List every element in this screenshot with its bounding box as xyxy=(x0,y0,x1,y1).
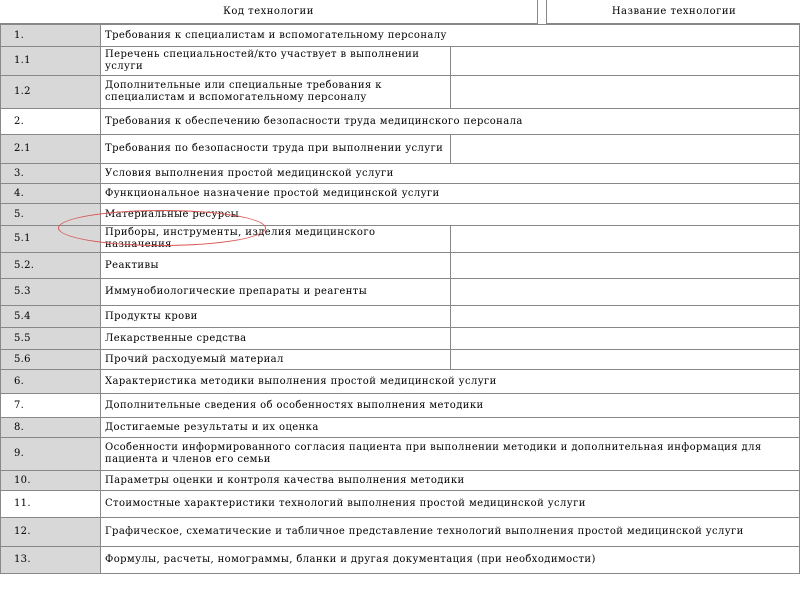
row-text: Стоимостные характеристики технологий выполнения простой медицинской услуги xyxy=(101,491,800,518)
row-code: 13. xyxy=(1,547,101,574)
row-code: 1.1 xyxy=(1,47,101,76)
table-row xyxy=(1,491,800,518)
row-code: 9. xyxy=(1,438,101,471)
table-row xyxy=(1,518,800,547)
row-text: Условия выполнения простой медицинской услуги xyxy=(101,164,800,184)
row-text: Требования к специалистам и вспомогательному персоналу xyxy=(101,25,800,47)
row-code: 2.1 xyxy=(1,135,101,164)
row-text: Требования к обеспечению безопасности труда медицинского персонала xyxy=(101,109,800,135)
table-row xyxy=(1,204,800,226)
technology-table xyxy=(0,24,800,574)
row-code: 5.3 xyxy=(1,279,101,306)
table-row xyxy=(1,370,800,394)
row-name-cell xyxy=(450,306,800,328)
row-text: Характеристика методики выполнения простой медицинской услуги xyxy=(101,370,800,394)
table-row xyxy=(1,184,800,204)
row-name-cell xyxy=(450,47,800,76)
row-text: Достигаемые результаты и их оценка xyxy=(101,418,800,438)
column-header-code: Код технологии xyxy=(0,0,538,24)
row-text: Перечень специальностей/кто участвует в выполнении услуги xyxy=(101,47,451,76)
row-code: 1. xyxy=(1,25,101,47)
row-text: Параметры оценки и контроля качества выполнения методики xyxy=(101,471,800,491)
row-code: 1.2 xyxy=(1,76,101,109)
row-code: 5. xyxy=(1,204,101,226)
table-row xyxy=(1,279,800,306)
table-header xyxy=(0,0,800,24)
row-text: Реактивы xyxy=(101,253,451,279)
table-row xyxy=(1,47,800,76)
table-row xyxy=(1,25,800,47)
table-row xyxy=(1,76,800,109)
table-row xyxy=(1,350,800,370)
row-code: 11. xyxy=(1,491,101,518)
row-name-cell xyxy=(450,253,800,279)
table-row xyxy=(1,471,800,491)
row-code: 5.1 xyxy=(1,226,101,253)
row-text: Приборы, инструменты, изделия медицинского назначения xyxy=(101,226,451,253)
row-text: Дополнительные или специальные требования к специалистам и вспомогательному персоналу xyxy=(101,76,451,109)
row-code: 5.6 xyxy=(1,350,101,370)
row-text: Функциональное назначение простой медицинской услуги xyxy=(101,184,800,204)
row-text: Лекарственные средства xyxy=(101,328,451,350)
row-text: Продукты крови xyxy=(101,306,451,328)
row-code: 10. xyxy=(1,471,101,491)
row-code: 12. xyxy=(1,518,101,547)
table-row xyxy=(1,164,800,184)
row-code: 6. xyxy=(1,370,101,394)
row-name-cell xyxy=(450,226,800,253)
table-row xyxy=(1,253,800,279)
table-row xyxy=(1,547,800,574)
row-name-cell xyxy=(450,76,800,109)
row-text: Требования по безопасности труда при выполнении услуги xyxy=(101,135,451,164)
row-code: 5.2. xyxy=(1,253,101,279)
row-text: Материальные ресурсы xyxy=(101,204,800,226)
row-code: 3. xyxy=(1,164,101,184)
column-header-name: Название технологии xyxy=(546,0,800,24)
table-row xyxy=(1,394,800,418)
table-row xyxy=(1,418,800,438)
row-code: 2. xyxy=(1,109,101,135)
row-name-cell xyxy=(450,350,800,370)
row-name-cell xyxy=(450,279,800,306)
row-code: 5.5 xyxy=(1,328,101,350)
row-name-cell xyxy=(450,135,800,164)
row-text: Дополнительные сведения об особенностях выполнения методики xyxy=(101,394,800,418)
table-row xyxy=(1,306,800,328)
row-code: 8. xyxy=(1,418,101,438)
row-code: 5.4 xyxy=(1,306,101,328)
row-code: 4. xyxy=(1,184,101,204)
row-text: Иммунобиологические препараты и реагенты xyxy=(101,279,451,306)
row-text: Прочий расходуемый материал xyxy=(101,350,451,370)
row-code: 7. xyxy=(1,394,101,418)
row-name-cell xyxy=(450,328,800,350)
row-text: Формулы, расчеты, номограммы, бланки и другая документация (при необходимости) xyxy=(101,547,800,574)
table-row xyxy=(1,226,800,253)
row-text: Графическое, схематические и табличное представление технологий выполнения простой медицинской услуги xyxy=(101,518,800,547)
table-row xyxy=(1,328,800,350)
row-text: Особенности информированного согласия пациента при выполнении методики и дополнительная информация для пациента и членов его семьи xyxy=(101,438,800,471)
table-row xyxy=(1,135,800,164)
table-row xyxy=(1,438,800,471)
table-row xyxy=(1,109,800,135)
